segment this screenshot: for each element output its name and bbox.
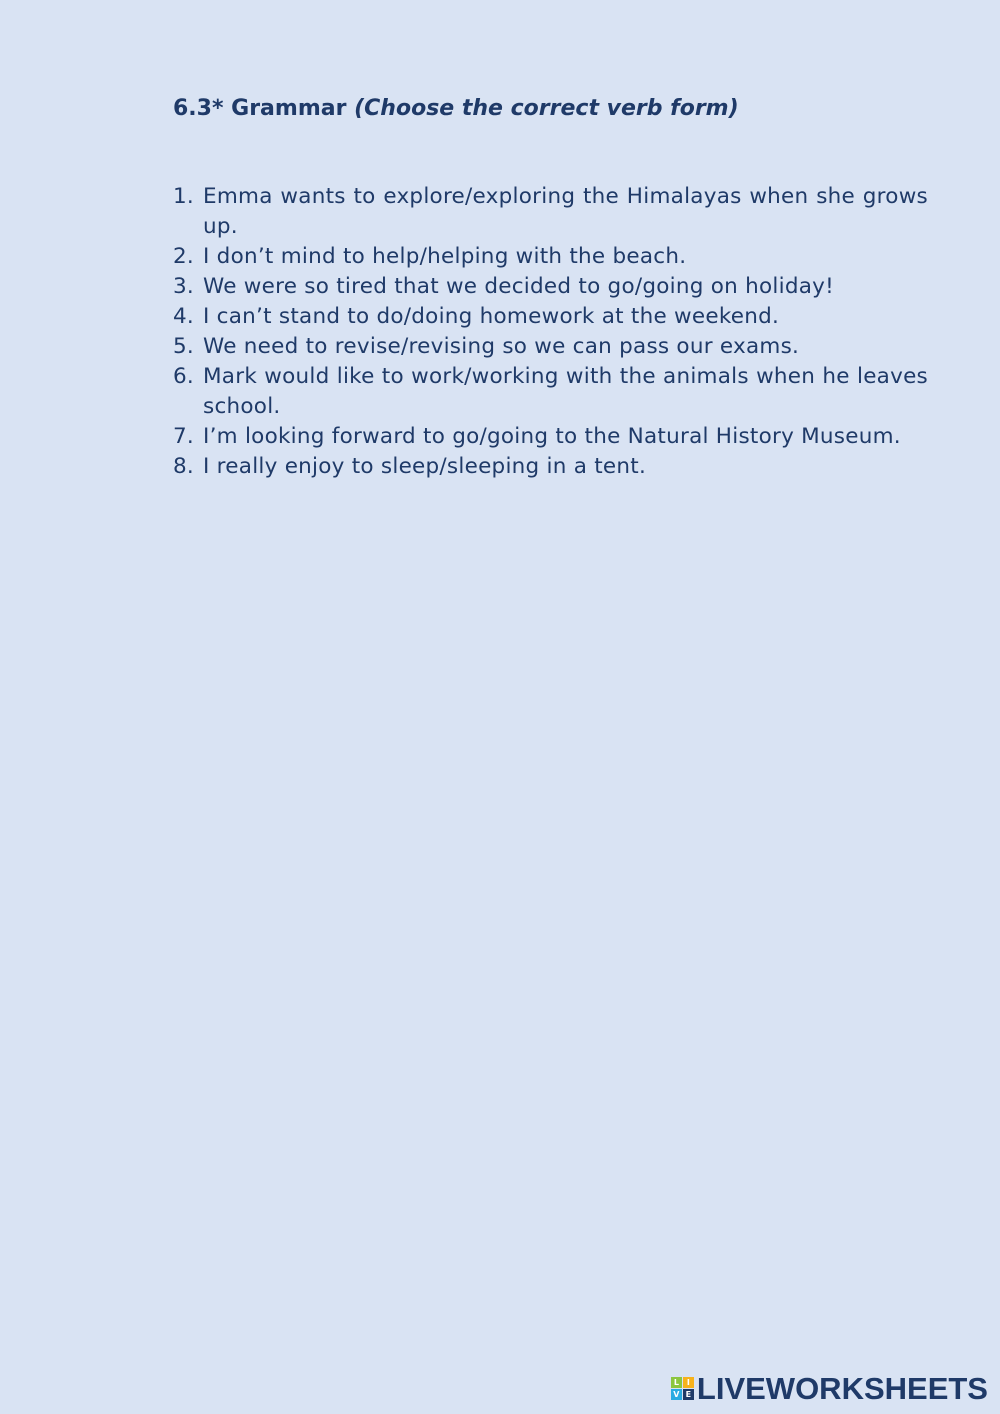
item-text: We were so tired that we decided to go/going on holiday! xyxy=(203,274,834,299)
exercise-list xyxy=(173,182,928,482)
list-item xyxy=(173,272,928,302)
list-item xyxy=(173,362,928,422)
item-number: 1. xyxy=(173,184,195,209)
item-number: 7. xyxy=(173,424,195,449)
item-text: Mark would like to work/working with the animals when he leaves school. xyxy=(203,364,928,419)
item-text: I don’t mind to help/helping with the beach. xyxy=(203,244,687,269)
item-text: Emma wants to explore/exploring the Himalayas when she grows up. xyxy=(203,184,928,239)
exercise-instruction: (Choose the correct verb form) xyxy=(354,96,739,121)
item-number: 5. xyxy=(173,334,195,359)
item-number: 6. xyxy=(173,364,195,389)
item-number: 4. xyxy=(173,304,195,329)
list-item xyxy=(173,302,928,332)
logo-letter-e: E xyxy=(683,1389,694,1400)
item-number: 8. xyxy=(173,454,195,479)
item-number: 3. xyxy=(173,274,195,299)
list-item xyxy=(173,242,928,272)
logo-text: LIVEWORKSHEETS xyxy=(696,1371,988,1406)
list-item xyxy=(173,452,928,482)
logo-letter-v: V xyxy=(671,1389,682,1400)
exercise-heading xyxy=(173,95,739,123)
logo-letter-l: L xyxy=(671,1377,682,1388)
item-number: 2. xyxy=(173,244,195,269)
item-text: I’m looking forward to go/going to the Natural History Museum. xyxy=(203,424,901,449)
logo-grid-icon xyxy=(671,1377,694,1400)
exercise-title: 6.3* Grammar xyxy=(173,96,347,121)
list-item xyxy=(173,332,928,362)
liveworksheets-logo xyxy=(671,1373,988,1404)
item-text: I can’t stand to do/doing homework at the weekend. xyxy=(203,304,780,329)
item-text: We need to revise/revising so we can pass our exams. xyxy=(203,334,800,359)
list-item xyxy=(173,422,928,452)
item-text: I really enjoy to sleep/sleeping in a tent. xyxy=(203,454,647,479)
logo-letter-i: I xyxy=(683,1377,694,1388)
list-item xyxy=(173,182,928,242)
